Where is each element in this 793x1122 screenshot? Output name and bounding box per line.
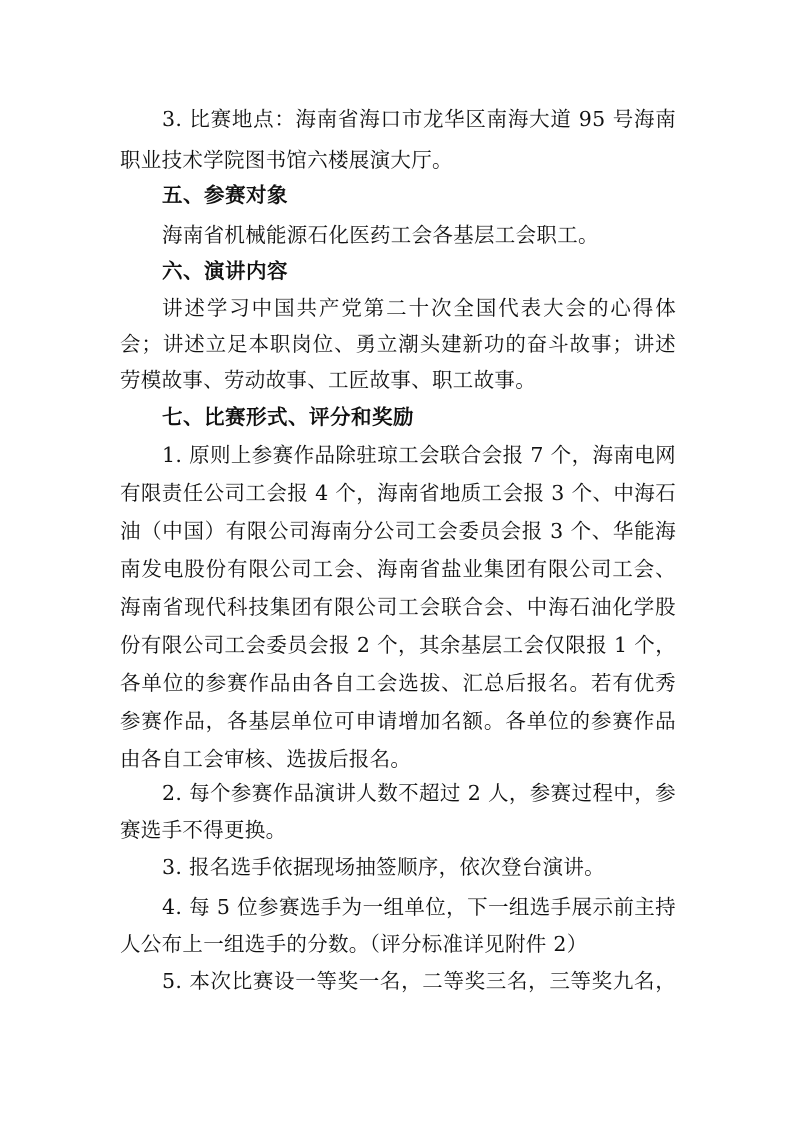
paragraph-line: 人公布上一组选手的分数。（评分标准详见附件 2） (120, 932, 588, 956)
paragraph-line: 1. 原则上参赛作品除驻琼工会联合会报 7 个，海南电网 (162, 443, 676, 467)
section-heading: 七、比赛形式、评分和奖励 (162, 405, 414, 429)
section-heading: 六、演讲内容 (162, 259, 288, 283)
paragraph-line: 赛选手不得更换。 (120, 818, 287, 842)
paragraph-line: 有限责任公司工会报 4 个，海南省地质工会报 3 个、中海石 (120, 481, 676, 505)
paragraph-line: 各单位的参赛作品由各自工会选拔、汇总后报名。若有优秀 (120, 671, 676, 695)
paragraph-line: 讲述学习中国共产党第二十次全国代表大会的心得体 (162, 296, 676, 320)
paragraph-line: 劳模故事、劳动故事、工匠故事、职工故事。 (120, 368, 536, 392)
section-heading: 五、参赛对象 (162, 183, 288, 207)
paragraph-line: 2. 每个参赛作品演讲人数不超过 2 人，参赛过程中，参 (162, 781, 676, 805)
paragraph-line: 海南省现代科技集团有限公司工会联合会、中海石油化学股 (120, 595, 676, 619)
paragraph-line: 份有限公司工会委员会报 2 个，其余基层工会仅限报 1 个， (120, 633, 676, 657)
paragraph-line: 油（中国）有限公司海南分公司工会委员会报 3 个、华能海 (120, 519, 676, 543)
paragraph-line: 参赛作品，各基层单位可申请增加名额。各单位的参赛作品 (120, 709, 676, 733)
paragraph-line: 职业技术学院图书馆六楼展演大厅。 (120, 148, 453, 172)
paragraph-line: 南发电股份有限公司工会、海南省盐业集团有限公司工会、 (120, 557, 676, 581)
paragraph-line: 5. 本次比赛设一等奖一名，二等奖三名，三等奖九名， (162, 969, 676, 993)
paragraph-line: 3. 报名选手依据现场抽签顺序，依次登台演讲。 (162, 855, 605, 879)
paragraph-line: 由各自工会审核、选拔后报名。 (120, 747, 412, 771)
paragraph-line: 海南省机械能源石化医药工会各基层工会职工。 (162, 223, 599, 247)
paragraph-line: 会；讲述立足本职岗位、勇立潮头建新功的奋斗故事；讲述 (120, 332, 676, 356)
paragraph-line: 4. 每 5 位参赛选手为一组单位，下一组选手展示前主持 (162, 895, 676, 919)
paragraph-line: 3. 比赛地点：海南省海口市龙华区南海大道 95 号海南 (162, 107, 676, 131)
